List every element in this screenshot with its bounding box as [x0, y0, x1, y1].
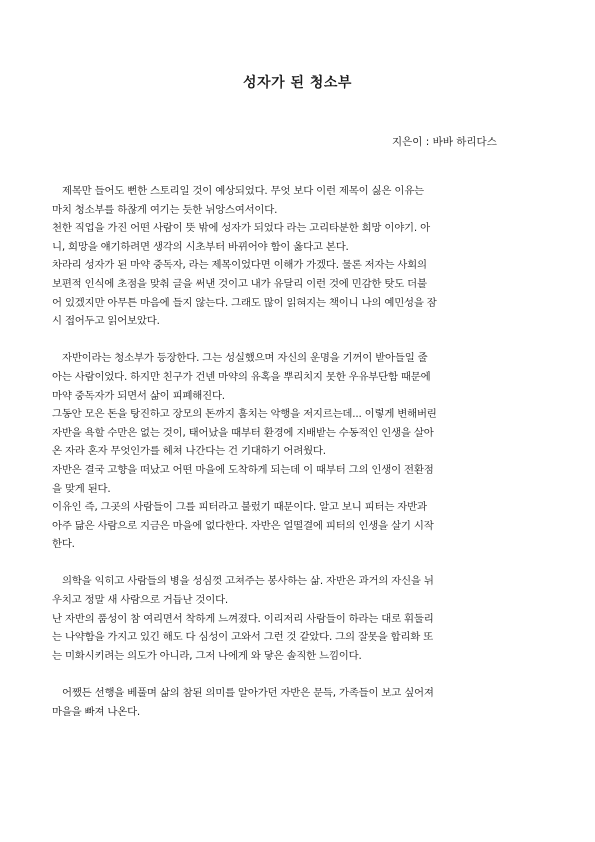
document-body — [52, 182, 548, 721]
text-line: 어쨌든 선행을 베풀며 삶의 참된 의미를 알아가던 자반은 문득, 가족들이 보고 싶어져 — [62, 687, 434, 700]
text-line: 온 자라 혼자 무엇인가를 헤쳐 나간다는 건 기대하기 어려웠다. — [52, 445, 326, 458]
text-line: 보편적 인식에 초점을 맞춰 글을 써낸 것이고 내가 유달리 이런 것에 민감한 탓도 더불 — [52, 277, 427, 290]
page-title: 성자가 된 청소부 — [243, 75, 352, 91]
text-line: 천한 직업을 가진 어떤 사람이 뜻 밖에 성자가 되었다 라는 고리타분한 희망 이야기. 아 — [52, 222, 430, 235]
text-line: 자반은 결국 고향을 떠났고 어떤 마을에 도착하게 되는데 이 때부터 그의 인생이 전환점 — [52, 463, 434, 476]
text-line: 니, 희망을 얘기하려면 생각의 시초부터 바뀌어야 함이 옳다고 본다. — [52, 240, 349, 253]
text-line: 난 자반의 품성이 참 여리면서 착하게 느껴졌다. 이리저리 사람들이 하라는 대로 휘둘리 — [52, 612, 434, 625]
text-line: 는 미화시키려는 의도가 아니라, 그저 나에게 와 닿은 솔직한 느낌이다. — [52, 649, 362, 662]
text-line: 자반을 욕할 수만은 없는 것이, 태어났을 때부터 환경에 지배받는 수동적인 인생을 살아 — [52, 426, 434, 439]
paragraph — [52, 349, 548, 554]
text-line: 차라리 성자가 된 마약 중독자, 라는 제목이었다면 이해가 가겠다. 물론 저자는 사회의 — [52, 259, 427, 272]
text-line: 아는 사람이었다. 하지만 친구가 건넨 마약의 유혹을 뿌리치지 못한 우유부단함 때문에 — [52, 370, 431, 383]
text-line: 시 접어두고 읽어보았다. — [52, 315, 160, 328]
text-line: 마약 중독자가 되면서 삶이 피폐해진다. — [52, 389, 225, 402]
text-line: 의학을 익히고 사람들의 병을 성심껏 고쳐주는 봉사하는 삶. 자반은 과거의 자신을 뉘 — [62, 575, 434, 588]
text-line: 제목만 들어도 뻔한 스토리일 것이 예상되었다. 무엇 보다 이런 제목이 싫은 이유는 — [62, 185, 424, 197]
paragraph — [52, 572, 548, 665]
text-line: 한다. — [52, 538, 75, 551]
paragraph — [52, 684, 548, 721]
text-line: 이유인 즉, 그곳의 사람들이 그를 피터라고 불렀기 때문이다. 알고 보니 피터는 자반과 — [52, 501, 427, 514]
text-line: 마을을 빠져 나온다. — [52, 705, 141, 718]
paragraph — [52, 182, 548, 331]
text-line: 그동안 모은 돈을 탕진하고 장모의 돈까지 훔치는 악행을 저지르는데... 이렇게 변해버린 — [52, 408, 437, 421]
author-line: 지은이 : 바바 하리다스 — [392, 136, 497, 148]
text-line: 어 있겠지만 아무튼 마음에 들지 않는다. 그래도 많이 읽혀지는 책이니 나의 예민성을 잠 — [52, 296, 437, 309]
text-line: 마치 청소부를 하찮게 여기는 듯한 뉘앙스여서이다. — [52, 203, 278, 216]
text-line: 자반이라는 청소부가 등장한다. 그는 성실했으며 자신의 운명을 기꺼이 받아들일 줄 — [62, 352, 428, 365]
text-line: 을 맞게 된다. — [52, 482, 111, 495]
text-line: 아주 닮은 사람으로 지금은 마을에 없다한다. 자반은 얼떨결에 피터의 인생을 살기 시작 — [52, 519, 434, 532]
text-line: 우치고 정말 새 사람으로 거듭난 것이다. — [52, 594, 229, 607]
text-line: 는 나약함을 가지고 있긴 해도 다 심성이 고와서 그런 것 같았다. 그의 잘못을 합리화 또 — [52, 631, 434, 644]
